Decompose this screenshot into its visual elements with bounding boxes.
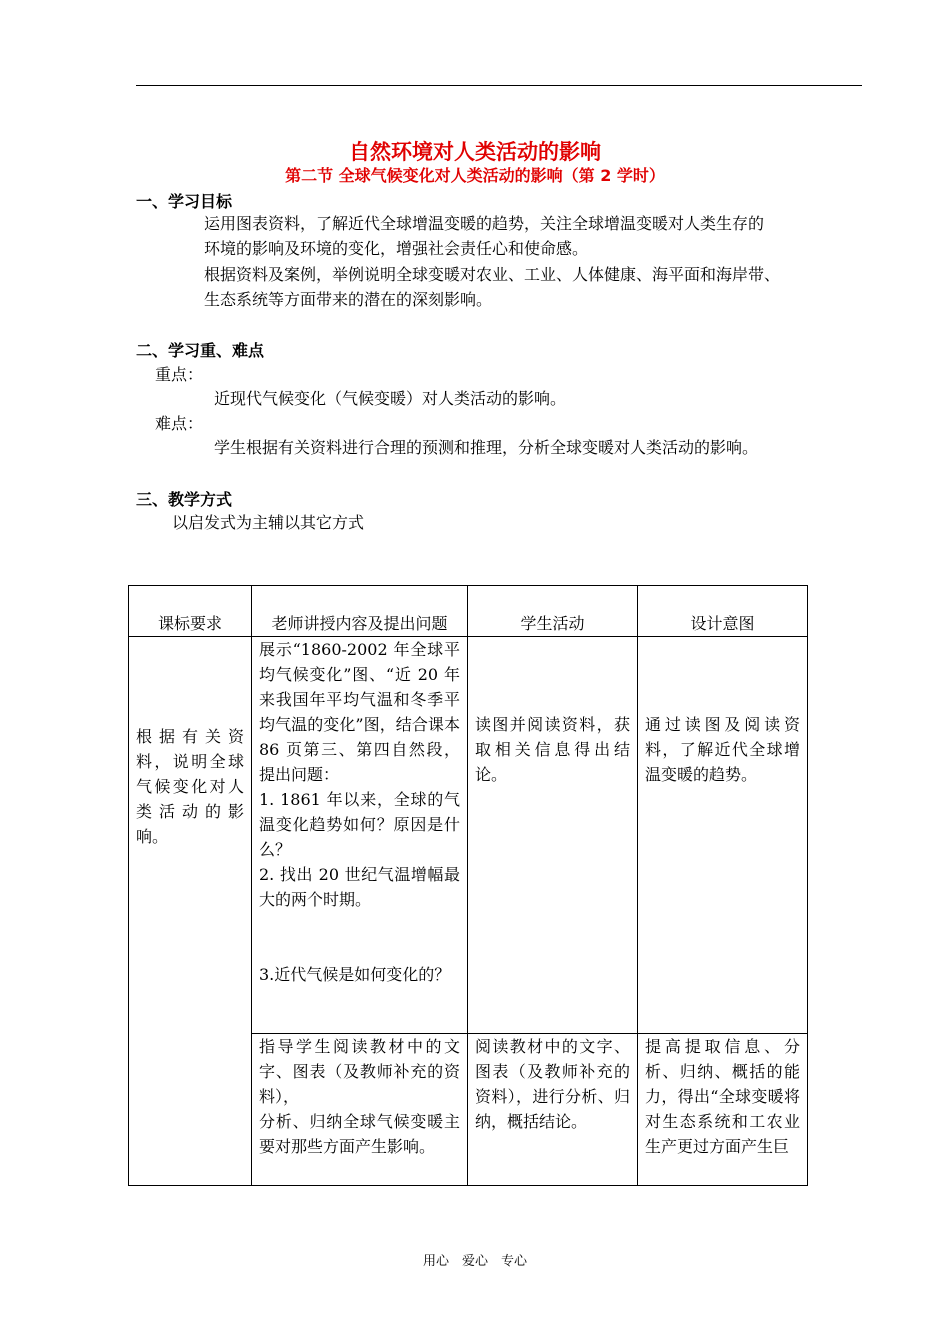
header-student: 学生活动 <box>468 586 638 637</box>
intent-cell-2: 提高提取信息、分析、归纳、概括的能力，得出“全球变暖将对生态系统和工农业生产更过方面产生巨 <box>638 1034 808 1186</box>
objective-text-1a: 运用图表资料，了解近代全球增温变暖的趋势，关注全球增温变暖对人类生存的 <box>204 214 765 233</box>
key-point-text: 近现代气候变化（气候变暖）对人类活动的影响。 <box>214 389 567 408</box>
header-requirement: 课标要求 <box>129 586 252 637</box>
objective-text-1b: 环境的影响及环境的变化，增强社会责任心和使命感。 <box>204 239 589 258</box>
teacher-cell-2: 指导学生阅读教材中的文字、图表（及教师补充的资料）， 分析、归纳全球气候变暖主要对那些方面产生影响。 <box>252 1034 468 1186</box>
requirement-cell: 根据有关资料，说明全球气候变化对人类活动的影响。 <box>129 637 252 1186</box>
difficult-point-label: 难点： <box>155 414 204 433</box>
student-cell-1: 读图并阅读资料，获取相关信息得出结论。 <box>468 637 638 1034</box>
teacher-cell-1: 展示“1860-2002 年全球平均气候变化”图、“近 20 年来我国年平均气温和冬季平均气温的变化”图，结合课本 86 页第三、第四自然段，提出问题： 1. 1861 年以来，全球的气温变化趋势如何？原因是什么？ 2. 找出 20 世纪气温增幅最大的两个时期。 3.近代气候是如何变化的？ <box>252 637 468 1034</box>
lesson-plan-table <box>128 585 808 1186</box>
objective-text-2b: 生态系统等方面带来的潜在的深刻影响。 <box>204 290 493 309</box>
intent-cell-1: 通过读图及阅读资料，了解近代全球增温变暖的趋势。 <box>638 637 808 1034</box>
section-heading-method: 三、教学方式 <box>136 490 233 509</box>
key-point-label: 重点： <box>155 365 204 384</box>
table-row <box>129 637 808 1034</box>
method-text: 以启发式为主辅以其它方式 <box>172 513 365 532</box>
header-rule <box>136 85 862 86</box>
section-heading-key-points: 二、学习重、难点 <box>136 341 265 360</box>
objective-text-2a: 根据资料及案例，举例说明全球变暖对农业、工业、人体健康、海平面和海岸带、 <box>204 265 781 284</box>
difficult-point-text: 学生根据有关资料进行合理的预测和推理，分析全球变暖对人类活动的影响。 <box>214 438 759 457</box>
header-teacher: 老师讲授内容及提出问题 <box>252 586 468 637</box>
page-subtitle: 第二节 全球气候变化对人类活动的影响（第 2 学时） <box>285 166 665 185</box>
student-cell-2: 阅读教材中的文字、图表（及教师补充的资料），进行分析、归纳，概括结论。 <box>468 1034 638 1186</box>
table-header-row <box>129 586 808 637</box>
section-heading-objectives: 一、学习目标 <box>136 192 233 211</box>
page-footer: 用心 爱心 专心 <box>422 1254 527 1269</box>
page-title: 自然环境对人类活动的影响 <box>349 140 601 164</box>
header-intent: 设计意图 <box>638 586 808 637</box>
